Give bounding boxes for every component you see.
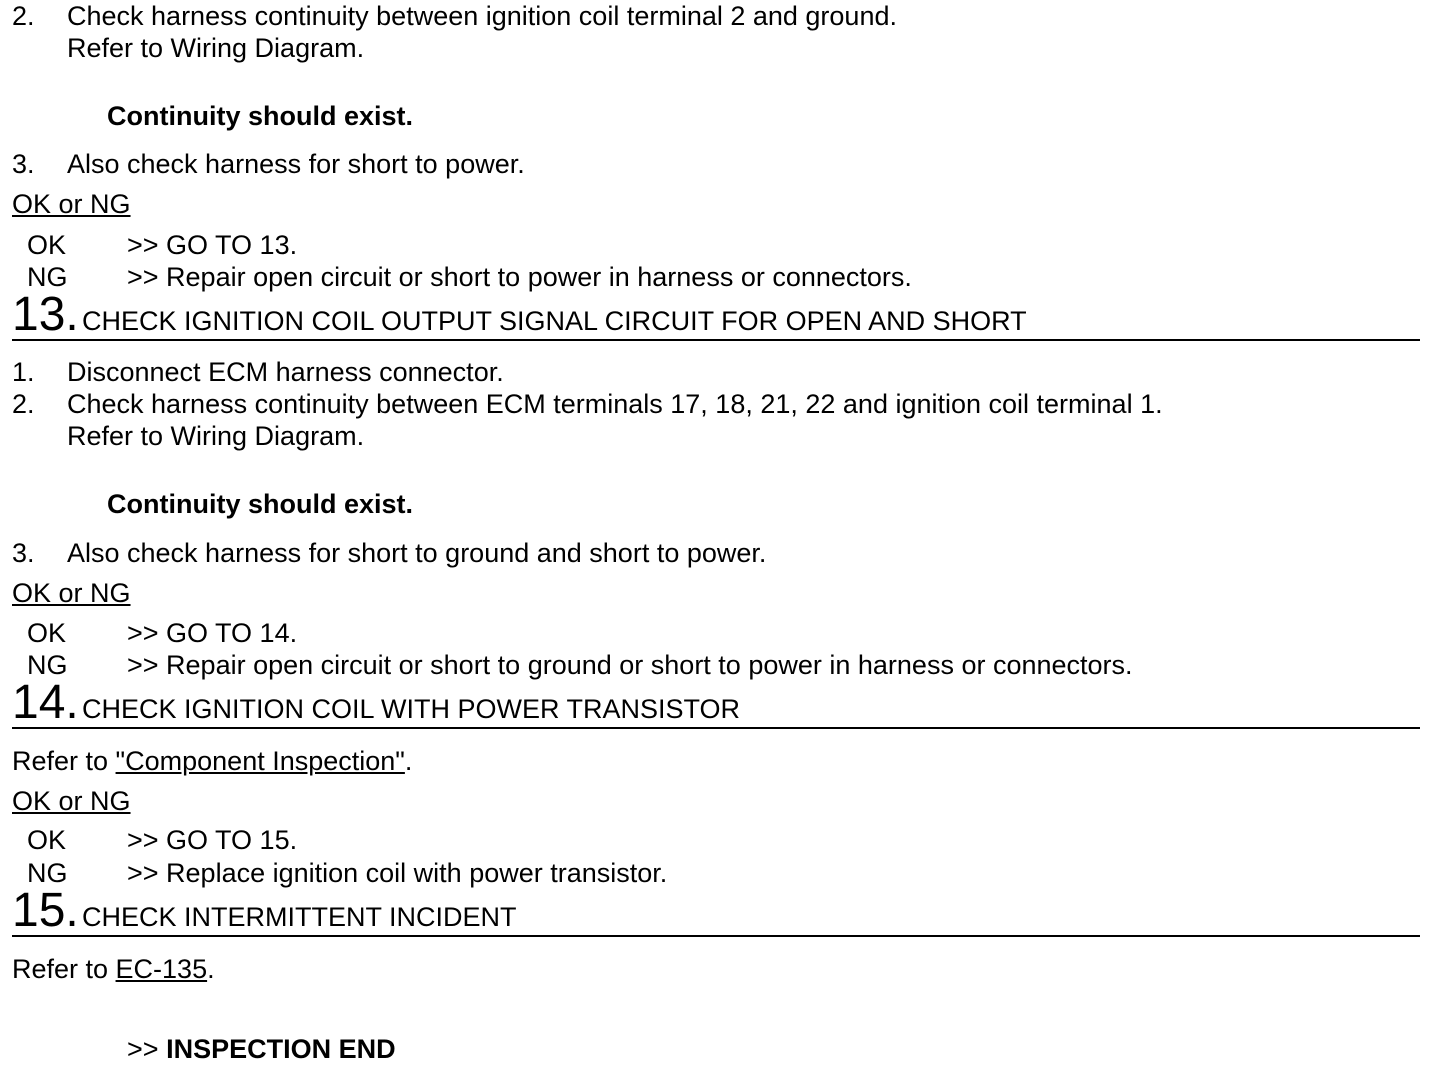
inspection-end-line (127, 1033, 396, 1065)
ng-action: >> Repair open circuit or short to power in harness or connectors. (127, 262, 912, 292)
item-number: 1. (12, 357, 35, 387)
item-text: Also check harness for short to ground and short to power. (67, 538, 767, 568)
ok-or-ng-heading: OK or NG (12, 578, 131, 608)
refer-prefix: Refer to (12, 746, 116, 776)
component-inspection-link[interactable]: "Component Inspection" (115, 746, 405, 776)
step-number: 14. (12, 676, 79, 729)
end-text: INSPECTION END (166, 1034, 396, 1064)
step14-header (12, 676, 1420, 729)
ok-label: OK (27, 618, 67, 648)
ng-action: >> Replace ignition coil with power transistor. (127, 858, 668, 888)
ng-label: NG (27, 650, 68, 680)
continuity-note: Continuity should exist. (107, 489, 414, 519)
ng-label: NG (27, 262, 68, 292)
item-text: Disconnect ECM harness connector. (67, 357, 504, 387)
ok-or-ng-heading: OK or NG (12, 189, 131, 219)
item-number: 2. (12, 389, 35, 419)
step-title: CHECK IGNITION COIL WITH POWER TRANSISTOR (82, 694, 741, 724)
refer-prefix: Refer to (12, 954, 116, 984)
ng-label: NG (27, 858, 68, 888)
item-number: 3. (12, 538, 35, 568)
item-number: 2. (12, 1, 35, 31)
step-number: 15. (12, 884, 79, 937)
step-title: CHECK IGNITION COIL OUTPUT SIGNAL CIRCUIT FOR OPEN AND SHORT (82, 306, 1027, 336)
ng-action: >> Repair open circuit or short to ground or short to power in harness or connectors. (127, 650, 1133, 680)
item-text: Check harness continuity between ECM terminals 17, 18, 21, 22 and ignition coil terminal 1. (67, 389, 1163, 419)
item-subtext: Refer to Wiring Diagram. (67, 33, 365, 63)
ok-action: >> GO TO 15. (127, 825, 298, 855)
ok-or-ng-heading: OK or NG (12, 786, 131, 816)
refer-line (12, 745, 412, 777)
item-number: 3. (12, 149, 35, 179)
refer-suffix: . (404, 746, 413, 776)
step13-header (12, 288, 1420, 341)
step15-header (12, 884, 1420, 937)
step-number: 13. (12, 288, 79, 341)
ok-label: OK (27, 230, 67, 260)
step-title: CHECK INTERMITTENT INCIDENT (82, 902, 517, 932)
ec-135-link[interactable]: EC-135 (115, 954, 208, 984)
ok-action: >> GO TO 14. (127, 618, 298, 648)
ok-action: >> GO TO 13. (127, 230, 298, 260)
ok-label: OK (27, 825, 67, 855)
continuity-note: Continuity should exist. (107, 101, 414, 131)
refer-line (12, 953, 215, 985)
end-arrows: >> (127, 1034, 159, 1064)
item-text: Check harness continuity between ignition coil terminal 2 and ground. (67, 1, 897, 31)
item-text: Also check harness for short to power. (67, 149, 525, 179)
item-subtext: Refer to Wiring Diagram. (67, 421, 365, 451)
refer-suffix: . (207, 954, 215, 984)
